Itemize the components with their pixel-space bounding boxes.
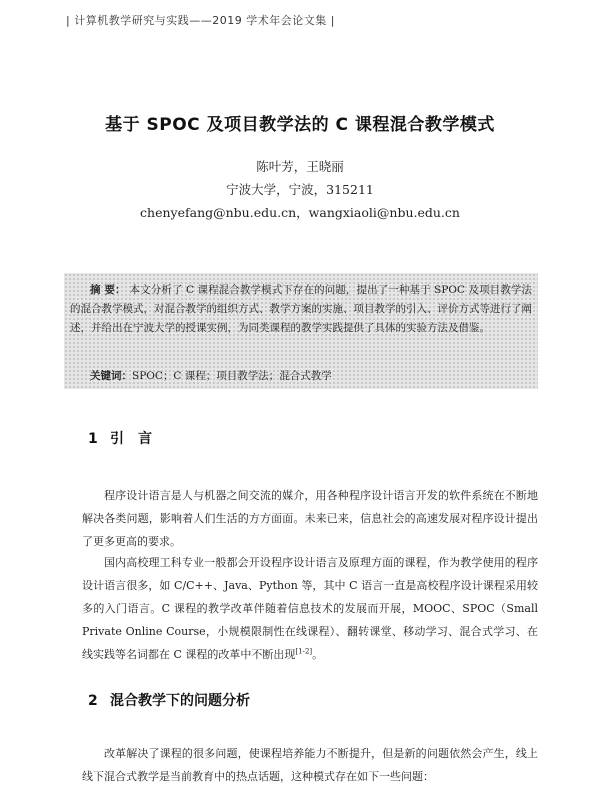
citation-marker: [1-2] [295, 647, 313, 656]
abstract-box [64, 273, 538, 389]
paper-authors: 陈叶芳，王晓丽 [256, 159, 344, 174]
abstract-text [70, 281, 532, 338]
abstract-body: 本文分析了 C 课程混合教学模式下存在的问题，提出了一种基于 SPOC 及项目教学法的混合教学模式，对混合教学的组织方式、教学方案的实施、项目教学的引入、评价方式等进行了阐述，并给出在宁波大学的授课实例，为同类课程的教学实践提供了具体的实验方法及借鉴。 [70, 284, 532, 334]
section-heading-introduction [88, 428, 152, 448]
abstract-label: 摘 要： [90, 284, 126, 296]
paper-affiliation: 宁波大学，宁波，315211 [226, 182, 374, 197]
paragraph: 程序设计语言是人与机器之间交流的媒介，用各种程序设计语言开发的软件系统在不断地解决各类问题，影响着人们生活的方方面面。未来已来，信息社会的高速发展对程序设计提出了更多更高的要求。 [82, 489, 538, 548]
paragraph-body: 国内高校理工科专业一般都会开设程序设计语言及原理方面的课程，作为教学使用的程序设计语言很多，如 C/C++、Java、Python 等，其中 C 语言一直是高校程序设计课程采用较多的入门语言。C 课程的教学改革伴随着信息技术的发展而开展，MOOC、SPOC（Small Private Online Course，小规模限制性在线课程）、翻转课堂、移动学习、混合式学习、在线实践等名词都在 C 课程的改革中不断出现 [82, 556, 538, 661]
paragraph: 改革解决了课程的很多问题，使课程培养能力不断提升，但是新的问题依然会产生，线上线下混合式教学是当前教育中的热点话题，这种模式存在如下一些问题： [82, 747, 538, 783]
paper-email: chenyefang@nbu.edu.cn，wangxiaoli@nbu.edu.cn [140, 205, 460, 220]
section-heading-problems [88, 690, 250, 710]
running-header: | 计算机教学研究与实践——2019 学术年会论文集 | [66, 14, 335, 27]
section-number: 2 [88, 693, 98, 709]
paper-title: 基于 SPOC 及项目教学法的 C 课程混合教学模式 [105, 115, 495, 135]
section-title: 引 言 [110, 431, 152, 447]
section-number: 1 [88, 431, 98, 447]
keywords-label: 关键词： [90, 370, 132, 382]
keywords-value: SPOC；C 课程；项目教学法；混合式教学 [132, 370, 332, 382]
section-title: 混合教学下的问题分析 [110, 693, 250, 709]
paragraph-end: 。 [312, 648, 324, 661]
paragraph [82, 551, 538, 666]
keywords-line [90, 368, 332, 383]
